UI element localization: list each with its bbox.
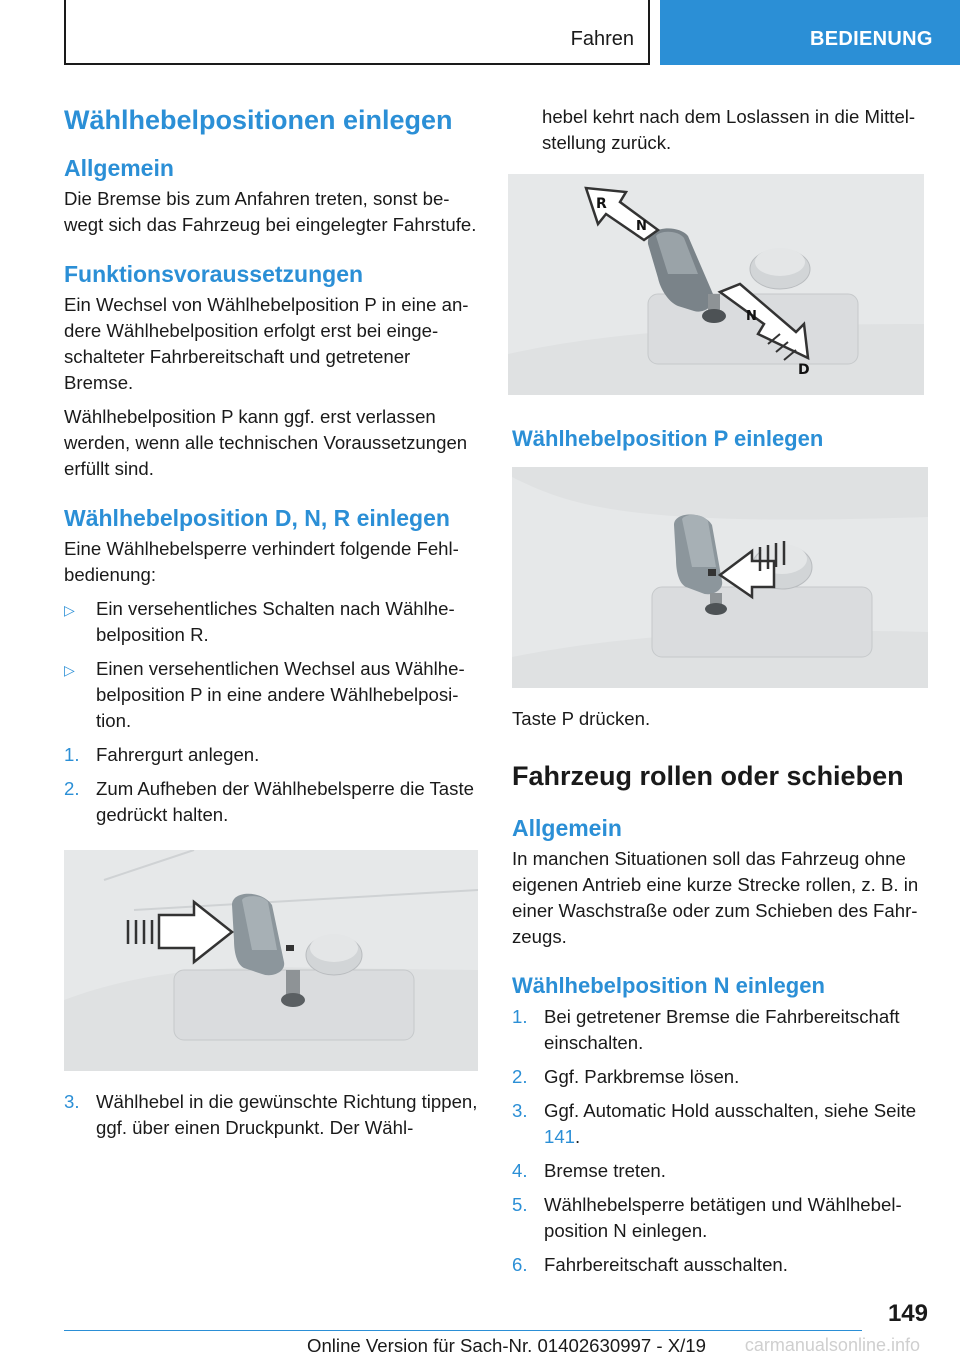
heading-dnr-einlegen: Wählhebelposition D, N, R einlegen [64, 505, 450, 531]
list-item: 2. Zum Aufheben der Wählhebelsperre die Taste gedrückt halten. [64, 778, 474, 825]
list-item: 1. Bei getretener Bremse die Fahrbereitschaft einschalten. [512, 1006, 900, 1053]
shift-label-d: D [798, 362, 810, 378]
step-list [64, 742, 480, 828]
figure-unlock-button [64, 850, 478, 1071]
list-item: 3. Wählhebel in die gewünschte Richtung tippen, ggf. über einen Druckpunkt. Der Wähl- [64, 1091, 478, 1138]
shift-label-n-upper: N [636, 219, 647, 234]
paragraph-funktion-2: Wählhebelposition P kann ggf. erst verlassen werden, wenn alle technischen Voraussetzungen erfüllt sind. [64, 406, 468, 479]
heading-allgemein-2: Allgemein [512, 815, 622, 841]
heading-p-einlegen: Wählhebelposition P einlegen [512, 426, 824, 451]
page-number: 149 [887, 1300, 928, 1327]
heading-funktionsvoraussetzungen: Funktionsvoraussetzungen [64, 261, 364, 287]
bullet-list [64, 596, 480, 734]
list-item: ▷ Einen versehentlichen Wechsel aus Wählhebelposition P in eine andere Wählhebelposition. [64, 658, 465, 731]
step-list-continued [64, 1089, 480, 1141]
step-list-n [512, 1004, 930, 1278]
list-item: 3. Ggf. Automatic Hold ausschalten, siehe Seite 141. [512, 1100, 917, 1147]
right-column [512, 104, 930, 1286]
paragraph-allgemein: Die Bremse bis zum Anfahren treten, sonst bewegt sich das Fahrzeug bei eingelegter Fahrstufe. [64, 188, 477, 235]
header-section-label: Fahren [570, 28, 634, 50]
list-item: ▷ Ein versehentliches Schalten nach Wählhebelposition R. [64, 598, 455, 645]
triangle-bullet-icon: ▷ [64, 662, 75, 678]
shift-label-r: R [596, 196, 607, 212]
header-chapter-tab [660, 0, 960, 65]
footer-rule [64, 1330, 862, 1331]
list-item: 5. Wählhebelsperre betätigen und Wählhebelposition N einlegen. [512, 1194, 902, 1241]
paragraph-dnr: Eine Wählhebelsperre verhindert folgende Fehlbedienung: [64, 538, 459, 585]
footer-watermark: carmanualsonline.info [744, 1335, 920, 1355]
left-column [64, 104, 480, 1149]
footer-online-version: Online Version für Sach-Nr. 01402630997 - X/19 [307, 1335, 706, 1356]
paragraph-funktion-1: Ein Wechsel von Wählhebelposition P in eine andere Wählhebelposition erfolgt erst bei eingeschalteter Fahrbereitschaft und getretener Bremse. [64, 294, 469, 393]
shift-pattern-illustration [508, 174, 924, 395]
gear-lever-illustration [64, 850, 478, 1071]
figure-p-button [512, 467, 928, 688]
triangle-bullet-icon: ▷ [64, 602, 75, 618]
header-frame [64, 0, 650, 65]
list-item: 2. Ggf. Parkbremse lösen. [512, 1066, 740, 1087]
figure-shift-pattern [508, 174, 924, 395]
caption-taste-p: Taste P drücken. [512, 708, 651, 729]
paragraph-continued: hebel kehrt nach dem Loslassen in die Mittelstellung zurück. [542, 106, 916, 153]
p-button-illustration [512, 467, 928, 688]
heading-allgemein: Allgemein [64, 155, 174, 181]
shift-label-n-lower: N [746, 309, 757, 324]
page-title: Wählhebelpositionen einlegen [64, 105, 453, 135]
list-item: 1. Fahrergurt anlegen. [64, 744, 260, 765]
title-rollen-schieben: Fahrzeug rollen oder schieben [512, 761, 904, 791]
heading-n-einlegen: Wählhebelposition N einlegen [512, 973, 825, 998]
page-link-141[interactable]: 141 [544, 1126, 576, 1147]
list-item: 4. Bremse treten. [512, 1160, 666, 1181]
header-chapter-label: BEDIENUNG [810, 28, 933, 50]
list-item: 6. Fahrbereitschaft ausschalten. [512, 1254, 788, 1275]
paragraph-rollen: In manchen Situationen soll das Fahrzeug ohne eigenen Antrieb eine kurze Strecke rollen, z. B. in einer Waschstraße oder zum Schieben des Fahrzeugs. [512, 848, 919, 947]
